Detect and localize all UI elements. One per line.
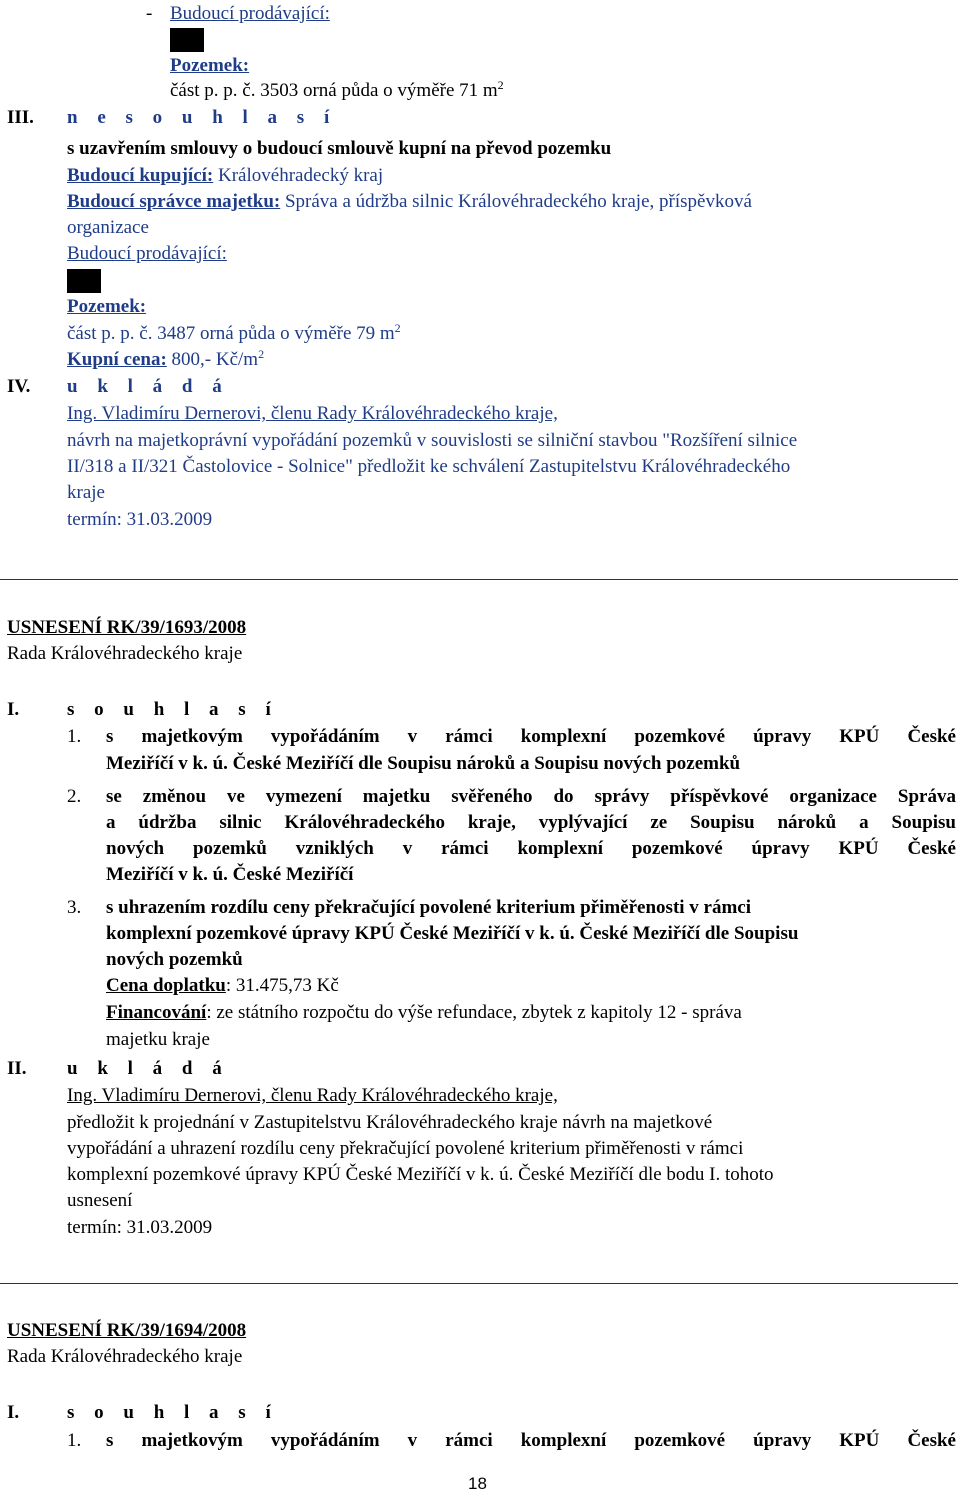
list-number: 3. <box>67 897 82 918</box>
divider <box>0 579 958 580</box>
future-buyer-line: Budoucí kupující: Královéhradecký kraj <box>67 165 384 186</box>
redaction-block <box>170 28 204 52</box>
parcel-description: část p. p. č. 3487 orná půda o výměře 79 $m^2$ <box>67 321 401 344</box>
list-dash: - <box>146 3 153 24</box>
resolution-title: USNESENÍ RK/39/1694/2008 <box>7 1320 247 1341</box>
list-number: 1. <box>67 726 82 747</box>
section-iv-text-1: návrh na majetkoprávní vypořádání pozemků v souvislosti se silniční stavbou "Rozšíření silnice <box>67 430 798 451</box>
list-item-text: Meziříčí v k. ú. České Meziříčí <box>106 864 354 885</box>
section-verb-uklada: u k l á d á <box>67 376 230 397</box>
deadline: termín: 31.03.2009 <box>67 1217 213 1238</box>
parcel-label: Pozemek: <box>170 55 250 76</box>
resolution-body: Rada Královéhradeckého kraje <box>7 1346 243 1367</box>
section-iii-statement: s uzavřením smlouvy o budoucí smlouvě kupní na převod pozemku <box>67 138 612 159</box>
section-iv-text-2: II/318 a II/321 Častolovice - Solnice" předložit ke schválení Zastupitelstvu Královéhradeckého <box>67 456 791 477</box>
parcel-label: Pozemek: <box>67 296 147 317</box>
section-ii-text-2: vypořádání a uhrazení rozdílu ceny překračující povolené kriterium přiměřenosti v rámci <box>67 1138 744 1159</box>
section-numeral-iv: IV. <box>7 376 31 397</box>
list-item-text: nových pozemků vzniklých v rámci komplexní pozemkové úpravy KPÚ České <box>106 838 956 859</box>
list-number: 1. <box>67 1430 82 1451</box>
list-number: 2. <box>67 786 82 807</box>
responsible-person: Ing. Vladimíru Dernerovi, členu Rady Královéhradeckého kraje, <box>67 1085 558 1106</box>
future-seller-label: Budoucí prodávající: <box>170 3 330 24</box>
section-iv-text-3: kraje <box>67 482 105 503</box>
page-number: 18 <box>468 1474 487 1493</box>
list-item-text: s uhrazením rozdílu ceny překračující povolené kriterium přiměřenosti v rámci <box>106 897 752 918</box>
resolution-body: Rada Královéhradeckého kraje <box>7 643 243 664</box>
section-verb-souhlasi: s o u h l a s í <box>67 699 279 720</box>
financing-line-cont: majetku kraje <box>106 1029 210 1050</box>
section-numeral-i: I. <box>7 1402 20 1423</box>
list-item-text: s majetkovým vypořádáním v rámci komplexní pozemkové úpravy KPÚ České <box>106 1430 956 1451</box>
future-administrator-line: Budoucí správce majetku: Správa a údržba silnic Královéhradeckého kraje, příspěvková <box>67 191 752 212</box>
section-numeral-i: I. <box>7 699 20 720</box>
resolution-title: USNESENÍ RK/39/1693/2008 <box>7 617 247 638</box>
section-ii-text-1: předložit k projednání v Zastupitelstvu Královéhradeckého kraje návrh na majetkové <box>67 1112 713 1133</box>
section-verb-souhlasi: s o u h l a s í <box>67 1402 279 1423</box>
list-item-text: a údržba silnic Královéhradeckého kraje, vyplývající ze Soupisu nároků a Soupisu <box>106 812 956 833</box>
financing-line: Financování: ze státního rozpočtu do výše refundace, zbytek z kapitoly 12 - správa <box>106 1002 742 1023</box>
section-numeral-iii: III. <box>7 107 34 128</box>
section-verb-nesouhlasi: n e s o u h l a s í <box>67 107 337 128</box>
section-ii-text-3: komplexní pozemkové úpravy KPÚ České Meziříčí v k. ú. České Meziříčí dle bodu I. tohoto <box>67 1164 774 1185</box>
list-item-text: Meziříčí v k. ú. České Meziříčí dle Soupisu nároků a Soupisu nových pozemků <box>106 753 741 774</box>
section-verb-uklada: u k l á d á <box>67 1058 230 1079</box>
divider <box>0 1283 958 1284</box>
list-item-text: nových pozemků <box>106 949 243 970</box>
redaction-block <box>67 269 101 293</box>
section-numeral-ii: II. <box>7 1058 27 1079</box>
deadline: termín: 31.03.2009 <box>67 509 213 530</box>
list-item-text: se změnou ve vymezení majetku svěřeného do správy příspěvkové organizace Správa <box>106 786 956 807</box>
list-item-text: komplexní pozemkové úpravy KPÚ České Meziříčí v k. ú. České Meziříčí dle Soupisu <box>106 923 799 944</box>
responsible-person: Ing. Vladimíru Dernerovi, členu Rady Královéhradeckého kraje, <box>67 403 558 424</box>
parcel-description: část p. p. č. 3503 orná půda o výměře 71 $m^2$ <box>170 78 504 101</box>
section-ii-text-4: usnesení <box>67 1190 133 1211</box>
price-line: Cena doplatku: 31.475,73 Kč <box>106 975 339 996</box>
list-item-text: s majetkovým vypořádáním v rámci komplexní pozemkové úpravy KPÚ České <box>106 726 956 747</box>
future-seller-label: Budoucí prodávající: <box>67 243 227 264</box>
future-administrator-line-cont: organizace <box>67 217 149 238</box>
purchase-price-line: Kupní cena: 800,- $Kč/m^2$ <box>67 347 265 370</box>
